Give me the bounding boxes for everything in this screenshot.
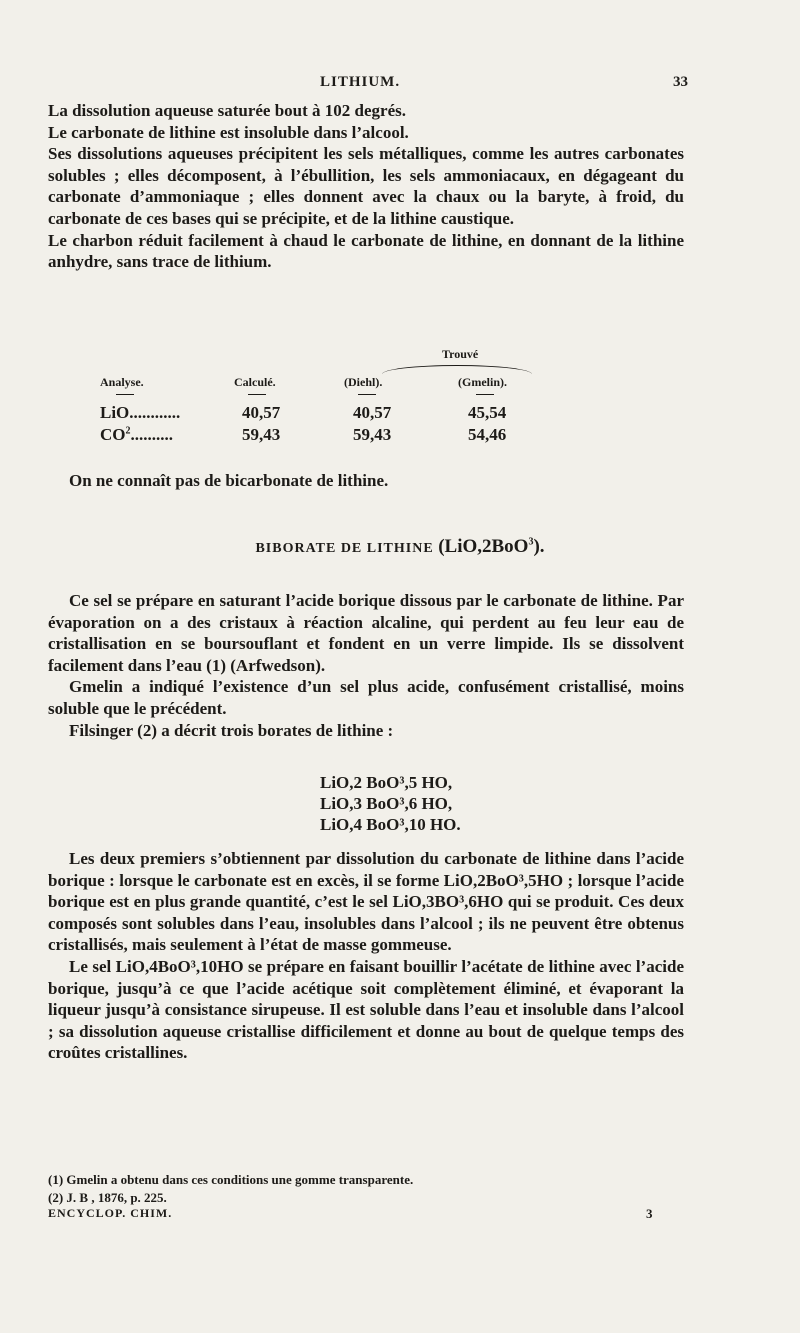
formula-line: LiO,4 BoO³,10 HO.	[320, 815, 461, 834]
header-rule	[248, 394, 266, 395]
header-rule	[358, 394, 376, 395]
footnote: (1) Gmelin a obtenu dans ces conditions une gomme transparente.	[48, 1172, 414, 1187]
value-diehl: 40,57	[353, 403, 392, 422]
leader-dots: ..........	[130, 425, 173, 444]
header-analyse: Analyse.	[100, 375, 144, 389]
table-row	[100, 425, 173, 445]
analysis-table	[100, 347, 660, 447]
section-heading-formula: (LiO,2BoO$^3$).	[438, 536, 545, 557]
page-header	[0, 74, 800, 98]
formula-line: LiO,3 BoO³,6 HO,	[320, 794, 453, 813]
footnote: (2) J. B , 1876, p. 225.	[48, 1189, 167, 1205]
value-gmelin: 45,54	[468, 403, 507, 422]
value-calcule: 40,57	[242, 403, 281, 422]
header-rule	[116, 394, 134, 395]
borate-formula-list	[320, 772, 461, 835]
footer-signature-number: 3	[646, 1206, 653, 1221]
paragraph: Ce sel se prépare en saturant l’acide borique dissous par le carbonate de lithine. Par évaporation on a des cristaux à réaction alcaline, qui perdent au feu leur eau de cristallisation en se boursouflant et fondent en un verre limpide. Ils se dissolvent facilement dans l’eau (1) (Arfwedson).	[48, 591, 684, 675]
table-row	[100, 403, 180, 423]
value-diehl: 59,43	[353, 425, 392, 444]
trouve-brace	[382, 365, 532, 376]
footnotes	[48, 1171, 413, 1206]
paragraph: Le sel LiO,4BoO³,10HO se prépare en faisant bouillir l’acétate de lithine avec l’acide borique, jusqu’à ce que l’acide acétique soit complètement éliminé, et évaporant la liqueur jusqu’à consistance sirupeuse. Il est soluble dans l’eau et insoluble dans l’alcool ; sa dissolution aqueuse cristallise difficilement et donne au bout de quelque temps des croûtes cristallines.	[48, 956, 684, 1063]
paragraph: Le carbonate de lithine est insoluble dans l’alcool.	[48, 122, 409, 142]
row-label: LiO	[100, 403, 130, 422]
paragraph: Ses dissolutions aqueuses précipitent les sels métalliques, comme les autres carbonates solubles ; elles décomposent, à l’ébullition, les sels ammoniacaux, en dégageant du carbonate d’ammoniaque ; elles donnent avec la chaux ou la baryte, à froid, du carbonate de ces bases qui se précipite, et de la lithine caustique.	[48, 144, 684, 228]
running-title: LITHIUM.	[320, 74, 401, 90]
row-label-superscript: 2	[125, 425, 131, 437]
header-gmelin: (Gmelin).	[458, 375, 507, 389]
value-calcule: 59,43	[242, 425, 281, 444]
trouve-label: Trouvé	[442, 347, 479, 361]
footer-signature: ENCYCLOP. CHIM.	[48, 1206, 173, 1220]
borate-preparation-text	[48, 848, 684, 1064]
value-gmelin: 54,46	[468, 425, 507, 444]
section-heading-text: BIBORATE DE LITHINE	[255, 541, 434, 556]
paragraph: On ne connaît pas de bicarbonate de lithine.	[69, 471, 389, 490]
paragraph: Le charbon réduit facilement à chaud le carbonate de lithine, en donnant de la lithine anhydre, sans trace de lithium.	[48, 230, 684, 272]
row-label: CO	[100, 425, 126, 444]
header-rule	[476, 394, 494, 395]
page-number: 33	[673, 74, 688, 90]
paragraph: La dissolution aqueuse saturée bout à 102 degrés.	[48, 101, 406, 120]
paragraph: Filsinger (2) a décrit trois borates de lithine :	[69, 720, 394, 740]
biborate-text	[48, 590, 684, 741]
section-heading	[0, 536, 800, 558]
header-calcule: Calculé.	[234, 375, 276, 389]
carbonate-properties-text	[48, 100, 684, 273]
formula-line: LiO,2 BoO³,5 HO,	[320, 773, 453, 792]
leader-dots: ............	[129, 403, 181, 422]
bicarbonate-note	[48, 470, 684, 492]
paragraph: Gmelin a indiqué l’existence d’un sel plus acide, confusément cristallisé, moins soluble que le précédent.	[48, 677, 684, 718]
header-diehl: (Diehl).	[344, 375, 383, 389]
paragraph: Les deux premiers s’obtiennent par dissolution du carbonate de lithine dans l’acide borique : lorsque le carbonate est en excès, il se forme LiO,2BoO³,5HO ; lorsque l’acide borique est en plus grande quantité, c’est le sel LiO,3BO³,6HO qui se produit. Ces deux composés sont solubles dans l’eau, insolubles dans l’alcool ; ils ne peuvent être obtenus cristallisés, mais seulement à l’état de masse gommeuse.	[48, 849, 684, 955]
